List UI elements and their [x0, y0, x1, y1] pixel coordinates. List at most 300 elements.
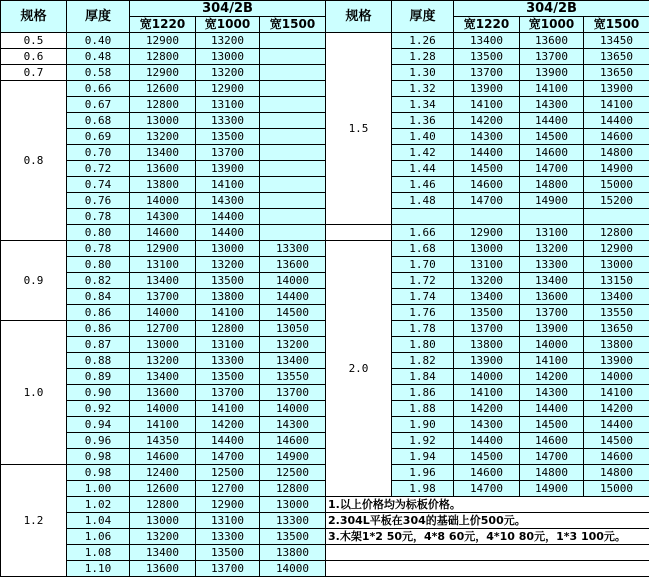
thickness-cell: 1.74 — [392, 289, 454, 305]
price-1000-cell: 13500 — [196, 273, 260, 289]
price-1000-cell: 14700 — [520, 449, 584, 465]
price-1220-cell: 14500 — [454, 449, 520, 465]
price-1500-cell — [260, 49, 326, 65]
price-1000-cell: 14000 — [520, 337, 584, 353]
price-1000-cell: 13600 — [520, 33, 584, 49]
table-row — [1, 65, 649, 81]
price-1500-cell — [260, 225, 326, 241]
price-1500-cell: 13800 — [584, 337, 649, 353]
thickness-cell: 1.72 — [392, 273, 454, 289]
header-grade-right: 304/2B — [454, 1, 649, 17]
price-1000-cell: 12900 — [196, 497, 260, 513]
thickness-cell: 0.82 — [67, 273, 130, 289]
thickness-cell: 0.67 — [67, 97, 130, 113]
thickness-cell: 1.76 — [392, 305, 454, 321]
price-1500-cell: 14600 — [260, 433, 326, 449]
price-1000-cell: 13000 — [196, 49, 260, 65]
table-row — [1, 225, 649, 241]
price-1500-cell — [260, 193, 326, 209]
table-row — [1, 129, 649, 145]
table-row — [1, 433, 649, 449]
table-row — [1, 257, 649, 273]
price-1220-cell: 14000 — [130, 305, 196, 321]
table-row — [1, 289, 649, 305]
price-1220-cell: 13400 — [130, 545, 196, 561]
price-1500-cell — [260, 145, 326, 161]
thickness-cell: 0.72 — [67, 161, 130, 177]
price-1500-cell: 14000 — [260, 401, 326, 417]
note-text: 2.304L平板在304的基础上价500元。 — [326, 513, 649, 529]
price-1000-cell: 13700 — [196, 385, 260, 401]
price-1500-cell: 13150 — [584, 273, 649, 289]
price-1500-cell: 14500 — [584, 433, 649, 449]
price-1220-cell: 13600 — [130, 385, 196, 401]
thickness-cell: 1.32 — [392, 81, 454, 97]
thickness-cell: 1.44 — [392, 161, 454, 177]
table-row — [1, 465, 649, 481]
thickness-cell: 0.74 — [67, 177, 130, 193]
thickness-cell: 1.66 — [392, 225, 454, 241]
table-row — [1, 177, 649, 193]
price-1500-cell — [260, 97, 326, 113]
price-1220-cell: 14400 — [454, 433, 520, 449]
note-text — [326, 545, 649, 561]
thickness-cell: 0.86 — [67, 305, 130, 321]
table-row — [1, 497, 649, 513]
price-1220-cell: 13100 — [130, 257, 196, 273]
thickness-cell: 1.06 — [67, 529, 130, 545]
price-1000-cell: 14100 — [520, 353, 584, 369]
price-1000-cell: 14400 — [520, 401, 584, 417]
table-row — [1, 193, 649, 209]
price-1000-cell: 14100 — [196, 401, 260, 417]
price-1500-cell: 14200 — [584, 401, 649, 417]
price-1000-cell: 13300 — [196, 353, 260, 369]
table-row — [1, 49, 649, 65]
price-1500-cell: 13600 — [260, 257, 326, 273]
price-1220-cell: 14100 — [454, 385, 520, 401]
price-1220-cell: 13700 — [130, 289, 196, 305]
thickness-cell: 0.58 — [67, 65, 130, 81]
price-1220-cell: 14000 — [130, 193, 196, 209]
thickness-cell: 1.42 — [392, 145, 454, 161]
header-spec-right: 规格 — [326, 1, 392, 33]
spec-cell: 0.9 — [1, 241, 67, 321]
price-1500-cell — [260, 161, 326, 177]
price-1220-cell: 13400 — [454, 33, 520, 49]
note-text: 1.以上价格均为标板价格。 — [326, 497, 649, 513]
price-1220-cell: 13900 — [454, 353, 520, 369]
thickness-cell: 0.86 — [67, 321, 130, 337]
price-1500-cell: 13000 — [260, 497, 326, 513]
header-grade-left: 304/2B — [130, 1, 326, 17]
price-1000-cell: 12900 — [196, 81, 260, 97]
header-spec-left: 规格 — [1, 1, 67, 33]
price-1500-cell: 13900 — [584, 81, 649, 97]
price-1500-cell: 13200 — [260, 337, 326, 353]
table-row — [1, 353, 649, 369]
price-1500-cell: 13050 — [260, 321, 326, 337]
price-1000-cell: 14600 — [520, 433, 584, 449]
thickness-cell: 1.10 — [67, 561, 130, 577]
thickness-cell: 1.92 — [392, 433, 454, 449]
price-1220-cell: 12800 — [130, 497, 196, 513]
thickness-cell: 0.76 — [67, 193, 130, 209]
spec-cell: 1.2 — [1, 465, 67, 577]
table-row — [1, 81, 649, 97]
price-1220-cell: 14600 — [454, 465, 520, 481]
table-row — [1, 273, 649, 289]
table-row — [1, 161, 649, 177]
price-1000-cell: 14700 — [196, 449, 260, 465]
price-1220-cell: 12900 — [454, 225, 520, 241]
price-1500-cell: 13550 — [584, 305, 649, 321]
table-row — [1, 33, 649, 49]
price-1000-cell: 13500 — [196, 545, 260, 561]
table-row — [1, 417, 649, 433]
price-1000-cell: 13500 — [196, 369, 260, 385]
price-1000-cell: 14800 — [520, 465, 584, 481]
thickness-cell: 1.96 — [392, 465, 454, 481]
price-1000-cell: 14300 — [520, 97, 584, 113]
price-1220-cell: 14700 — [454, 193, 520, 209]
price-1000-cell: 14700 — [520, 161, 584, 177]
price-1220-cell: 14300 — [454, 129, 520, 145]
price-1220-cell: 12900 — [130, 33, 196, 49]
price-1220-cell: 14100 — [454, 97, 520, 113]
price-1500-cell: 14100 — [584, 97, 649, 113]
price-1000-cell: 14600 — [520, 145, 584, 161]
price-1220-cell: 14400 — [454, 145, 520, 161]
price-1500-cell — [260, 33, 326, 49]
spec-cell: 1.0 — [1, 321, 67, 465]
price-1000-cell: 13200 — [196, 65, 260, 81]
price-1000-cell: 12800 — [196, 321, 260, 337]
price-1000-cell: 13100 — [196, 513, 260, 529]
price-1500-cell: 13400 — [584, 289, 649, 305]
header-thickness-left: 厚度 — [67, 1, 130, 33]
thickness-cell: 0.70 — [67, 145, 130, 161]
price-1500-cell — [584, 209, 649, 225]
thickness-cell: 0.78 — [67, 241, 130, 257]
spec-cell — [326, 225, 392, 241]
table-row — [1, 305, 649, 321]
price-1220-cell: 13400 — [454, 289, 520, 305]
price-1500-cell — [260, 177, 326, 193]
price-1000-cell: 13400 — [520, 273, 584, 289]
spec-cell: 1.5 — [326, 33, 392, 225]
price-1500-cell: 14800 — [584, 465, 649, 481]
thickness-cell: 1.08 — [67, 545, 130, 561]
price-1500-cell: 12800 — [584, 225, 649, 241]
thickness-cell: 1.46 — [392, 177, 454, 193]
thickness-cell: 1.26 — [392, 33, 454, 49]
price-1500-cell: 14600 — [584, 449, 649, 465]
price-1220-cell: 14500 — [454, 161, 520, 177]
price-1500-cell — [260, 209, 326, 225]
price-1500-cell: 12900 — [584, 241, 649, 257]
price-1000-cell: 13100 — [196, 337, 260, 353]
price-1000-cell: 14400 — [520, 113, 584, 129]
price-1220-cell: 14000 — [130, 401, 196, 417]
table-row — [1, 449, 649, 465]
thickness-cell: 0.87 — [67, 337, 130, 353]
price-1500-cell: 13650 — [584, 65, 649, 81]
header-width-1220-right: 宽1220 — [454, 17, 520, 33]
thickness-cell: 0.68 — [67, 113, 130, 129]
spec-cell: 0.7 — [1, 65, 67, 81]
price-1000-cell: 14900 — [520, 193, 584, 209]
price-1220-cell: 14300 — [454, 417, 520, 433]
price-1500-cell: 14300 — [260, 417, 326, 433]
price-1220-cell: 13000 — [130, 513, 196, 529]
price-1220-cell: 13400 — [130, 145, 196, 161]
price-1000-cell: 13300 — [196, 529, 260, 545]
thickness-cell: 0.69 — [67, 129, 130, 145]
header-width-1000-right: 宽1000 — [520, 17, 584, 33]
price-1220-cell: 12900 — [130, 65, 196, 81]
price-1220-cell: 14600 — [454, 177, 520, 193]
header-width-1000-left: 宽1000 — [196, 17, 260, 33]
thickness-cell: 1.98 — [392, 481, 454, 497]
note-text — [326, 561, 649, 577]
price-1000-cell: 13200 — [196, 257, 260, 273]
table-row — [1, 481, 649, 497]
thickness-cell: 0.78 — [67, 209, 130, 225]
thickness-cell: 1.30 — [392, 65, 454, 81]
price-1000-cell: 14400 — [196, 225, 260, 241]
price-1500-cell: 13000 — [584, 257, 649, 273]
table-row — [1, 241, 649, 257]
spec-cell: 0.8 — [1, 81, 67, 241]
price-1500-cell: 13300 — [260, 241, 326, 257]
table-row — [1, 401, 649, 417]
price-1000-cell: 13700 — [196, 561, 260, 577]
price-1500-cell: 12500 — [260, 465, 326, 481]
price-1220-cell: 14700 — [454, 481, 520, 497]
thickness-cell: 0.84 — [67, 289, 130, 305]
table-row — [1, 113, 649, 129]
thickness-cell: 1.80 — [392, 337, 454, 353]
price-1500-cell: 14900 — [584, 161, 649, 177]
price-1000-cell: 14800 — [520, 177, 584, 193]
price-1500-cell: 14400 — [584, 417, 649, 433]
header-width-1500-right: 宽1500 — [584, 17, 649, 33]
table-row — [1, 209, 649, 225]
price-1000-cell: 14200 — [196, 417, 260, 433]
price-1500-cell — [260, 113, 326, 129]
price-1500-cell: 13650 — [584, 321, 649, 337]
price-1220-cell: 13800 — [130, 177, 196, 193]
price-1000-cell: 13300 — [196, 113, 260, 129]
price-1000-cell: 13000 — [196, 241, 260, 257]
price-1000-cell: 13900 — [196, 161, 260, 177]
thickness-cell: 1.02 — [67, 497, 130, 513]
price-1220-cell: 13500 — [454, 305, 520, 321]
price-1500-cell: 14800 — [584, 145, 649, 161]
price-1500-cell: 13800 — [260, 545, 326, 561]
price-1500-cell: 15000 — [584, 481, 649, 497]
price-1000-cell: 14500 — [520, 417, 584, 433]
thickness-cell: 0.90 — [67, 385, 130, 401]
price-1220-cell: 13400 — [130, 273, 196, 289]
price-1000-cell: 14900 — [520, 481, 584, 497]
thickness-cell: 0.96 — [67, 433, 130, 449]
thickness-cell: 0.80 — [67, 225, 130, 241]
price-1500-cell: 14600 — [584, 129, 649, 145]
thickness-cell: 0.88 — [67, 353, 130, 369]
price-1220-cell: 14600 — [130, 225, 196, 241]
price-1000-cell: 13900 — [520, 321, 584, 337]
thickness-cell: 1.36 — [392, 113, 454, 129]
table-row — [1, 529, 649, 545]
price-1500-cell: 13650 — [584, 49, 649, 65]
price-1500-cell: 13500 — [260, 529, 326, 545]
thickness-cell: 1.84 — [392, 369, 454, 385]
price-1500-cell — [260, 81, 326, 97]
price-1000-cell: 14400 — [196, 433, 260, 449]
price-1220-cell: 12600 — [130, 81, 196, 97]
price-1000-cell: 14300 — [196, 193, 260, 209]
price-1220-cell: 13500 — [454, 49, 520, 65]
price-1220-cell: 13600 — [130, 161, 196, 177]
thickness-cell: 0.92 — [67, 401, 130, 417]
thickness-cell: 1.48 — [392, 193, 454, 209]
price-1220-cell: 13700 — [454, 65, 520, 81]
price-1000-cell: 14100 — [196, 177, 260, 193]
price-1500-cell: 14000 — [584, 369, 649, 385]
price-1000-cell: 13200 — [196, 33, 260, 49]
price-1220-cell: 12800 — [130, 49, 196, 65]
thickness-cell: 0.80 — [67, 257, 130, 273]
price-1500-cell: 13300 — [260, 513, 326, 529]
table-row — [1, 385, 649, 401]
thickness-cell: 1.70 — [392, 257, 454, 273]
price-1220-cell: 14100 — [130, 417, 196, 433]
price-1220-cell: 12600 — [130, 481, 196, 497]
table-row — [1, 321, 649, 337]
price-1000-cell: 14200 — [520, 369, 584, 385]
price-1220-cell: 14600 — [130, 449, 196, 465]
price-1000-cell: 13100 — [196, 97, 260, 113]
thickness-cell: 1.68 — [392, 241, 454, 257]
thickness-cell: 1.00 — [67, 481, 130, 497]
table-row — [1, 369, 649, 385]
thickness-cell: 0.98 — [67, 449, 130, 465]
thickness-cell — [392, 209, 454, 225]
thickness-cell: 1.94 — [392, 449, 454, 465]
table-row — [1, 337, 649, 353]
thickness-cell: 0.94 — [67, 417, 130, 433]
price-1220-cell: 13900 — [454, 81, 520, 97]
note-text: 3.木架1*2 50元，4*8 60元，4*10 80元，1*3 100元。 — [326, 529, 649, 545]
price-1000-cell: 13500 — [196, 129, 260, 145]
price-1220-cell: 13200 — [454, 273, 520, 289]
price-1500-cell: 14400 — [260, 289, 326, 305]
price-1220-cell: 13000 — [454, 241, 520, 257]
price-1500-cell: 14000 — [260, 273, 326, 289]
price-1220-cell: 13200 — [130, 353, 196, 369]
price-1000-cell: 13200 — [520, 241, 584, 257]
price-1500-cell — [260, 65, 326, 81]
price-1000-cell: 13700 — [520, 305, 584, 321]
thickness-cell: 1.90 — [392, 417, 454, 433]
spec-cell: 2.0 — [326, 241, 392, 497]
price-1220-cell: 13100 — [454, 257, 520, 273]
thickness-cell: 1.88 — [392, 401, 454, 417]
price-1000-cell: 14400 — [196, 209, 260, 225]
header-width-1220-left: 宽1220 — [130, 17, 196, 33]
price-1220-cell: 13600 — [130, 561, 196, 577]
price-1500-cell: 14500 — [260, 305, 326, 321]
price-1000-cell: 13700 — [520, 49, 584, 65]
price-1500-cell: 13400 — [260, 353, 326, 369]
price-1220-cell: 13200 — [130, 529, 196, 545]
price-1000-cell: 14100 — [520, 81, 584, 97]
table-row — [1, 97, 649, 113]
price-1000-cell: 13800 — [196, 289, 260, 305]
price-1000-cell: 14300 — [520, 385, 584, 401]
thickness-cell: 1.28 — [392, 49, 454, 65]
price-1000-cell: 12700 — [196, 481, 260, 497]
price-1220-cell: 14200 — [454, 401, 520, 417]
table-row — [1, 145, 649, 161]
price-1220-cell: 13200 — [130, 129, 196, 145]
price-1000-cell: 14100 — [196, 305, 260, 321]
thickness-cell: 0.66 — [67, 81, 130, 97]
thickness-cell: 0.48 — [67, 49, 130, 65]
price-1000-cell: 14500 — [520, 129, 584, 145]
table-row — [1, 513, 649, 529]
price-1220-cell: 13700 — [454, 321, 520, 337]
price-1220-cell: 13000 — [130, 337, 196, 353]
price-1000-cell: 13600 — [520, 289, 584, 305]
price-1220-cell — [454, 209, 520, 225]
price-1500-cell: 13900 — [584, 353, 649, 369]
price-1500-cell: 13450 — [584, 33, 649, 49]
price-1000-cell — [520, 209, 584, 225]
price-1500-cell: 15200 — [584, 193, 649, 209]
spec-cell: 0.5 — [1, 33, 67, 49]
price-1000-cell: 13700 — [196, 145, 260, 161]
price-1500-cell: 13700 — [260, 385, 326, 401]
price-1500-cell: 14400 — [584, 113, 649, 129]
price-1220-cell: 14200 — [454, 113, 520, 129]
price-1220-cell: 14300 — [130, 209, 196, 225]
price-1000-cell: 12500 — [196, 465, 260, 481]
price-1500-cell: 15000 — [584, 177, 649, 193]
price-1000-cell: 13300 — [520, 257, 584, 273]
spec-cell: 0.6 — [1, 49, 67, 65]
table-row — [1, 545, 649, 561]
price-1220-cell: 12700 — [130, 321, 196, 337]
thickness-cell: 1.04 — [67, 513, 130, 529]
price-1220-cell: 13800 — [454, 337, 520, 353]
price-1500-cell: 14000 — [260, 561, 326, 577]
price-1000-cell: 13100 — [520, 225, 584, 241]
price-1220-cell: 12900 — [130, 241, 196, 257]
price-1500-cell: 12800 — [260, 481, 326, 497]
price-1500-cell — [260, 129, 326, 145]
price-1500-cell: 14900 — [260, 449, 326, 465]
price-1500-cell: 13550 — [260, 369, 326, 385]
price-1220-cell: 14000 — [454, 369, 520, 385]
price-1500-cell: 14100 — [584, 385, 649, 401]
price-1220-cell: 12800 — [130, 97, 196, 113]
thickness-cell: 0.89 — [67, 369, 130, 385]
price-1220-cell: 14350 — [130, 433, 196, 449]
thickness-cell: 1.78 — [392, 321, 454, 337]
